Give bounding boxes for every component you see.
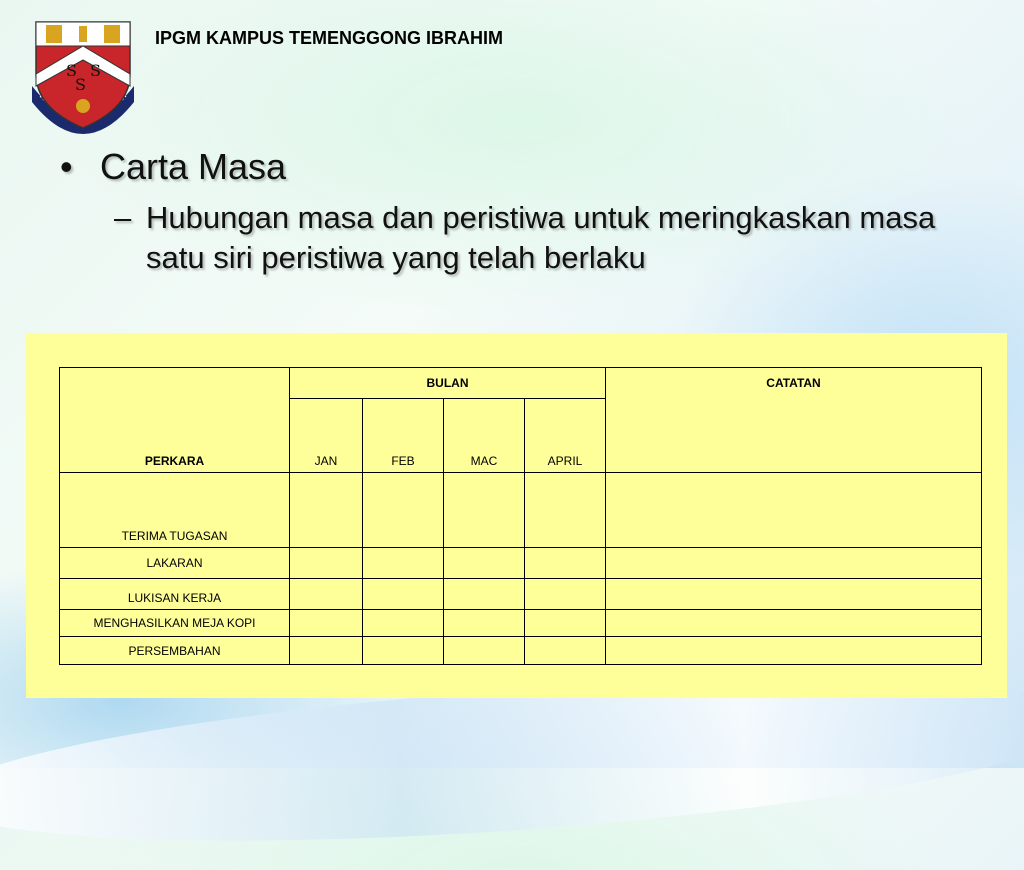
table-row [60, 579, 982, 610]
header-catatan: CATATAN [606, 368, 982, 473]
header-month: FEB [363, 399, 444, 473]
header-month: MAC [444, 399, 525, 473]
time-chart-table [59, 367, 982, 665]
bullet-heading-text: Carta Masa [100, 146, 287, 187]
table-cell[interactable] [363, 548, 444, 579]
table-cell[interactable] [525, 473, 606, 548]
table-cell[interactable] [290, 579, 363, 610]
table-panel [26, 333, 1007, 698]
table-cell[interactable] [606, 548, 982, 579]
svg-text:S: S [75, 75, 86, 94]
table-cell[interactable] [606, 637, 982, 665]
header-perkara: PERKARA [60, 368, 290, 473]
table-cell[interactable] [290, 473, 363, 548]
sub-bullet [114, 198, 944, 278]
table-cell[interactable] [525, 548, 606, 579]
row-label: LAKARAN [60, 548, 290, 579]
table-cell[interactable] [444, 579, 525, 610]
college-crest-icon [26, 16, 140, 134]
table-cell[interactable] [525, 579, 606, 610]
table-row [60, 473, 982, 548]
table-cell[interactable] [444, 610, 525, 637]
table-row [60, 637, 982, 665]
header-row-top [60, 368, 982, 399]
table-cell[interactable] [525, 637, 606, 665]
header-bulan: BULAN [290, 368, 606, 399]
table-cell[interactable] [444, 473, 525, 548]
table-cell[interactable] [363, 610, 444, 637]
row-label: TERIMA TUGASAN [60, 473, 290, 548]
header-month: APRIL [525, 399, 606, 473]
bullet-heading [60, 146, 286, 188]
row-label: PERSEMBAHAN [60, 637, 290, 665]
table-cell[interactable] [363, 637, 444, 665]
row-label: MENGHASILKAN MEJA KOPI [60, 610, 290, 637]
table-cell[interactable] [606, 579, 982, 610]
bullet-marker: • [60, 146, 73, 187]
row-label: LUKISAN KERJA [60, 579, 290, 610]
org-title: IPGM KAMPUS TEMENGGONG IBRAHIM [155, 28, 504, 48]
sub-bullet-text: Hubungan masa dan peristiwa untuk meringkaskan masa satu siri peristiwa yang telah berlaku [146, 200, 936, 275]
table-cell[interactable] [290, 610, 363, 637]
table-cell[interactable] [444, 548, 525, 579]
table-cell[interactable] [444, 637, 525, 665]
table-cell[interactable] [606, 473, 982, 548]
svg-text:S: S [66, 61, 77, 80]
header-month: JAN [290, 399, 363, 473]
table-cell[interactable] [290, 548, 363, 579]
table-cell[interactable] [363, 473, 444, 548]
table-cell[interactable] [290, 637, 363, 665]
table-row [60, 610, 982, 637]
table-cell[interactable] [606, 610, 982, 637]
sub-bullet-marker: – [114, 200, 132, 235]
table-cell[interactable] [363, 579, 444, 610]
svg-text:S: S [90, 61, 101, 80]
table-cell[interactable] [525, 610, 606, 637]
table-row [60, 548, 982, 579]
